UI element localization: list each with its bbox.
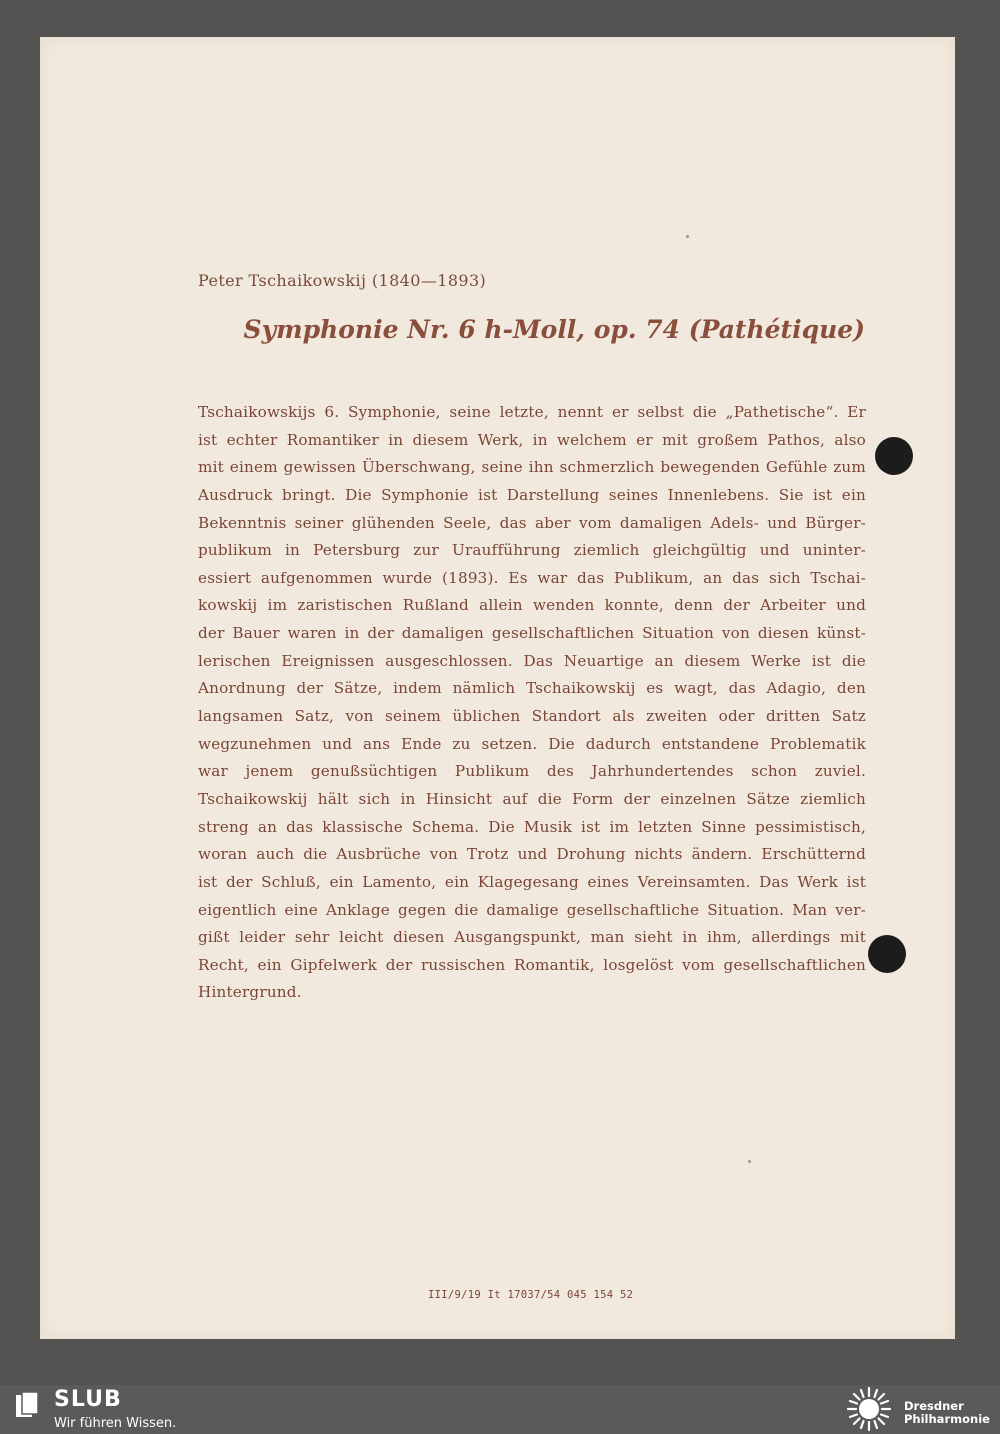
body-line: ist echter Romantiker in diesem Werk, in welchem er mit großem Pathos, also bbox=[198, 430, 866, 449]
body-line: eigentlich eine Anklage gegen die damalige gesellschaftliche Situation. Man ver- bbox=[198, 900, 866, 919]
page-title: Symphonie Nr. 6 h-Moll, op. 74 (Pathétique) bbox=[243, 315, 865, 344]
body-line: Tschaikowskijs 6. Symphonie, seine letzte, nennt er selbst die „Pathetische“. Er bbox=[198, 403, 866, 421]
body-line: Ausdruck bringt. Die Symphonie ist Darstellung seines Innenlebens. Sie ist ein bbox=[198, 485, 866, 504]
library-name[interactable]: SLUB bbox=[54, 1387, 122, 1412]
body-line: wegzunehmen und ans Ende zu setzen. Die dadurch entstandene Problematik bbox=[198, 734, 866, 753]
library-tagline: Wir führen Wissen. bbox=[54, 1416, 177, 1431]
slub-book-icon[interactable] bbox=[14, 1391, 40, 1419]
body-line: woran auch die Ausbrüche von Trotz und Drohung nichts ändern. Erschütternd bbox=[198, 845, 866, 864]
print-code: III/9/19 It 17037/54 045 154 52 bbox=[428, 1289, 634, 1301]
document-page bbox=[40, 37, 955, 1339]
partner-name-line1: Dresdner bbox=[904, 1399, 964, 1413]
body-line: langsamen Satz, von seinem üblichen Standort als zweiten oder dritten Satz bbox=[198, 707, 866, 726]
partner-name[interactable] bbox=[904, 1400, 990, 1426]
body-line: publikum in Petersburg zur Uraufführung ziemlich gleichgültig und uninter- bbox=[198, 541, 866, 560]
paper-speck bbox=[686, 235, 689, 238]
body-line: kowskij im zaristischen Rußland allein wenden konnte, denn der Arbeiter und bbox=[198, 596, 866, 615]
body-line: essiert aufgenommen wurde (1893). Es war das Publikum, an das sich Tschai- bbox=[198, 568, 866, 587]
punch-hole bbox=[875, 437, 913, 475]
body-line: Hintergrund. bbox=[198, 983, 302, 1002]
body-line: war jenem genußsüchtigen Publikum des Jahrhundertendes schon zuviel. bbox=[198, 762, 866, 781]
footer-bar bbox=[0, 1385, 1000, 1434]
body-line: lerischen Ereignissen ausgeschlossen. Das Neuartige an diesem Werke ist die bbox=[198, 651, 866, 670]
body-line: mit einem gewissen Überschwang, seine ihn schmerzlich bewegenden Gefühle zum bbox=[198, 458, 866, 477]
body-line: Recht, ein Gipfelwerk der russischen Romantik, losgelöst vom gesellschaftlichen bbox=[198, 955, 866, 974]
body-paragraph bbox=[198, 399, 866, 1007]
partner-name-line2: Philharmonie bbox=[904, 1412, 990, 1426]
body-line: Anordnung der Sätze, indem nämlich Tschaikowskij es wagt, das Adagio, den bbox=[198, 679, 866, 698]
paper-speck bbox=[748, 1160, 751, 1163]
body-line: gißt leider sehr leicht diesen Ausgangspunkt, man sieht in ihm, allerdings mit bbox=[198, 928, 866, 947]
body-line: Tschaikowskij hält sich in Hinsicht auf die Form der einzelnen Sätze ziemlich bbox=[198, 789, 866, 808]
philharmonie-logo-icon[interactable] bbox=[844, 1386, 894, 1432]
body-line: ist der Schluß, ein Lamento, ein Klagegesang eines Vereinsamten. Das Werk ist bbox=[198, 872, 866, 891]
punch-hole bbox=[868, 935, 906, 973]
body-line: der Bauer waren in der damaligen gesellschaftlichen Situation von diesen künst- bbox=[198, 624, 866, 643]
body-line: streng an das klassische Schema. Die Musik ist im letzten Sinne pessimistisch, bbox=[198, 817, 866, 836]
composer-line: Peter Tschaikowskij (1840—1893) bbox=[198, 271, 487, 290]
body-line: Bekenntnis seiner glühenden Seele, das aber vom damaligen Adels- und Bürger- bbox=[198, 513, 866, 532]
